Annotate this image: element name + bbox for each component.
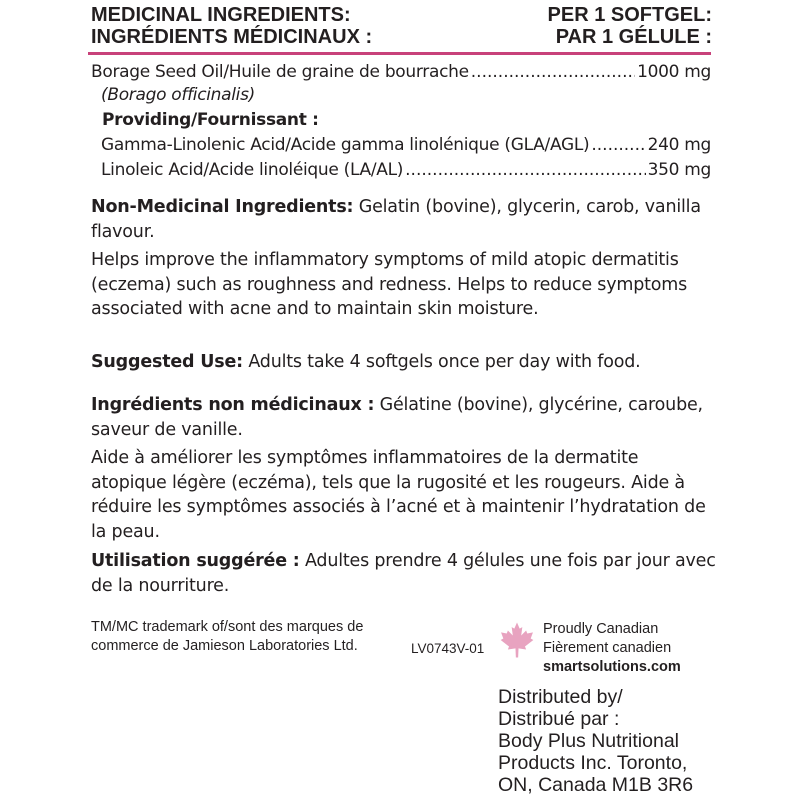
french-suggested-use (91, 549, 716, 598)
leader-dots (591, 135, 645, 156)
nmi-label: Non-Medicinal Ingredients: (91, 197, 354, 217)
distributor-line: Distribué par : (498, 708, 620, 730)
sub-ingredient-amount: 350 mg (647, 160, 711, 180)
nmi-text: Gélatine (bovine), glycérine, caroube, saveur de vanille. (91, 395, 703, 440)
use-label: Suggested Use: (91, 352, 243, 372)
lot-code: LV0743V-01 (411, 641, 485, 656)
use-label: Utilisation suggérée : (91, 551, 300, 571)
trademark-line-1: TM/MC trademark of/sont des marques de (91, 619, 364, 635)
fierement-canadien: Fièrement canadien (543, 640, 672, 656)
heading-english: MEDICINAL INGREDIENTS: (91, 4, 351, 26)
sub-ingredient-name: Gamma-Linolenic Acid/Acide gamma linolénique (GLA/AGL) (101, 135, 590, 155)
french-non-medicinal-ingredients (91, 393, 716, 442)
sub-ingredient-name: Linoleic Acid/Acide linoléique (LA/AL) (101, 160, 404, 180)
sub-ingredient-amount: 240 mg (647, 135, 711, 155)
per-softgel-french: PAR 1 GÉLULE : (555, 26, 712, 48)
proudly-canadian: Proudly Canadian (543, 621, 659, 637)
per-softgel-heading (548, 4, 712, 48)
ingredient-name: Borage Seed Oil/Huile de graine de bourrache (91, 62, 469, 82)
distributor-line: ON, Canada M1B 3R6 (498, 774, 694, 796)
leader-dots (405, 160, 645, 181)
ingredient-row-borage (91, 62, 711, 83)
use-text: Adults take 4 softgels once per day with food. (242, 352, 641, 372)
distributor-line: Distributed by/ (498, 686, 623, 708)
header-divider (88, 52, 711, 55)
leader-dots (471, 62, 635, 83)
nmi-label: Ingrédients non médicinaux : (91, 395, 375, 415)
english-claim: Helps improve the inflammatory symptoms of mild atopic dermatitis (eczema) such as roughness and redness. Helps to reduce symptoms associated with acne and to maintain skin moisture. (91, 250, 688, 319)
website: smartsolutions.com (543, 659, 681, 675)
medicinal-ingredients-heading (91, 4, 372, 48)
ingredient-row-gla (101, 135, 711, 156)
latin-name: (Borago officinalis) (101, 85, 255, 105)
english-suggested-use (91, 350, 716, 375)
english-non-medicinal-ingredients (91, 195, 716, 244)
distributor-line: Products Inc. Toronto, (498, 752, 688, 774)
per-softgel-english: PER 1 SOFTGEL: (547, 4, 712, 26)
ingredient-amount: 1000 mg (637, 62, 711, 82)
nmi-text: Gelatin (bovine), glycerin, carob, vanilla flavour. (91, 197, 701, 242)
maple-leaf-icon (497, 621, 537, 659)
heading-french: INGRÉDIENTS MÉDICINAUX : (91, 26, 373, 48)
use-text: Adultes prendre 4 gélules une fois par jour avec de la nourriture. (91, 551, 716, 596)
trademark-line-2: commerce de Jamieson Laboratories Ltd. (91, 638, 358, 654)
distributor-block (498, 686, 728, 796)
distributor-line: Body Plus Nutritional (498, 730, 680, 752)
providing-label: Providing/Fournissant : (102, 110, 319, 130)
french-claim: Aide à améliorer les symptômes inflammatoires de la dermatite atopique légère (eczéma), tels que la rugosité et les rougeurs. Aide à réduire les symptômes associés à l’acné et à maintenir l’hydratation de la peau. (91, 448, 706, 542)
ingredient-row-la (101, 160, 711, 181)
